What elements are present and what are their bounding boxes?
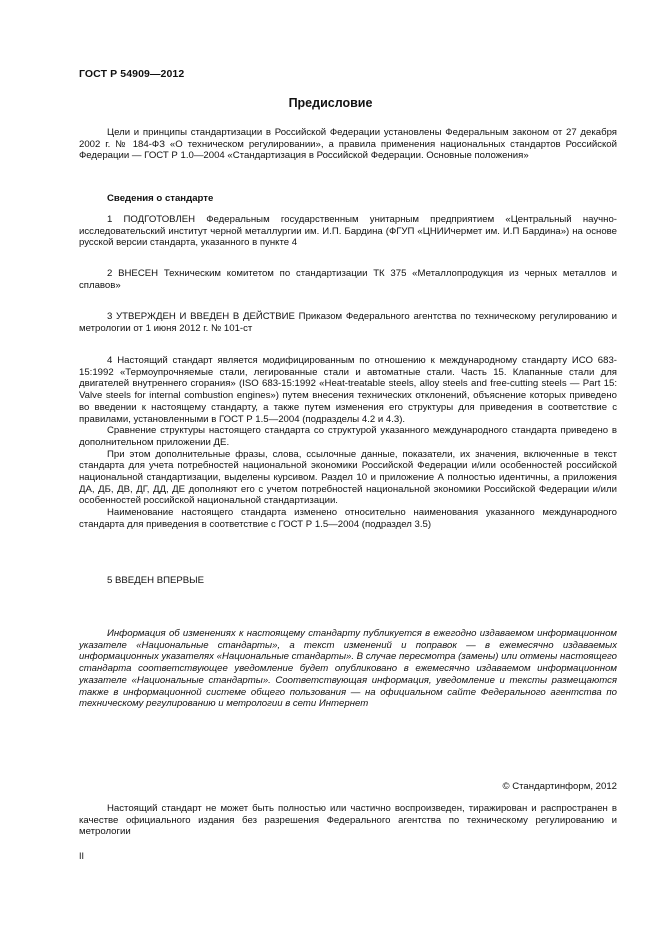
item-5-paragraph: 5 ВВЕДЕН ВПЕРВЫЕ xyxy=(107,575,205,586)
item-3-paragraph: 3 УТВЕРЖДЕН И ВВЕДЕН В ДЕЙСТВИЕ Приказом Федерального агентства по техническому регулированию и метрологии от 1 июня 2012 г. № 101-ст xyxy=(79,311,617,334)
item-1-paragraph: 1 ПОДГОТОВЛЕН Федеральным государственным унитарным предприятием «Центральный научно-исследовательский институт черной металлургии им. И.П. Бардина (ФГУП «ЦНИИчермет им. И.П Бардина») на основе русской версии стандарта, указанного в пункте 4 xyxy=(79,214,617,249)
page-number: II xyxy=(79,851,85,861)
intro-block xyxy=(79,127,617,162)
item-2-block xyxy=(79,268,617,291)
subheading-standard-info: Сведения о стандарте xyxy=(107,193,214,204)
item-4-paragraph-1: 4 Настоящий стандарт является модифицированным по отношению к международному стандарту ИСО 683-15:1992 «Термоупрочняемые стали, легированные стали и автоматные стали. Часть 15. Клапанные стали для двигателей внутреннего сгорания» (ISO 683-15:1992 «Heat-treatable steels, alloy steels and free-cutting steels — Part 15: Valve steels for internal combustion engines») путем внесения технических отклонений, объяснение которых приведено во введении к настоящему стандарту, а также путем изменения его структуры для приведения в соответствие с правилами, установленными в ГОСТ Р 1.5—2004 (подразделы 4.2 и 4.3). xyxy=(79,355,617,425)
item-3-block xyxy=(79,311,617,334)
notice-block xyxy=(79,628,617,710)
rights-block xyxy=(79,803,617,838)
intro-paragraph: Цели и принципы стандартизации в Российской Федерации установлены Федеральным законом от 27 декабря 2002 г. № 184-ФЗ «О техническом регулировании», а правила применения национальных стандартов Российской Федерации — ГОСТ Р 1.0—2004 «Стандартизация в Российской Федерации. Основные положения» xyxy=(79,127,617,162)
rights-paragraph: Настоящий стандарт не может быть полностью или частично воспроизведен, тиражирован и распространен в качестве официального издания без разрешения Федерального агентства по техническому регулированию и метрологии xyxy=(79,803,617,838)
item-4-block xyxy=(79,355,617,531)
section-title: Предисловие xyxy=(288,96,373,110)
document-id-header: ГОСТ Р 54909—2012 xyxy=(79,68,185,80)
item-4-paragraph-4: Наименование настоящего стандарта изменено относительно наименования указанного международного стандарта для приведения в соответствие с ГОСТ Р 1.5—2004 (подраздел 3.5) xyxy=(79,507,617,530)
item-1-block xyxy=(79,214,617,249)
notice-paragraph: Информация об изменениях к настоящему стандарту публикуется в ежегодно издаваемом информационном указателе «Национальные стандарты», а текст изменений и поправок — в ежемесячно издаваемых информационных указателях «Национальные стандарты». В случае пересмотра (замены) или отмены настоящего стандарта соответствующее уведомление будет опубликовано в ежемесячно издаваемом информационном указателе «Национальные стандарты». Соответствующая информация, уведомление и тексты размещаются также в информационной системе общего пользования — на официальном сайте Федерального агентства по техническому регулированию и метрологии в сети Интернет xyxy=(79,628,617,710)
item-4-paragraph-2: Сравнение структуры настоящего стандарта со структурой указанного международного стандарта приведено в дополнительном приложении ДЕ. xyxy=(79,425,617,448)
item-4-paragraph-3: При этом дополнительные фразы, слова, ссылочные данные, показатели, их значения, включенные в текст стандарта для учета потребностей национальной экономики Российской Федерации и/или особенностей российской национальной стандартизации, выделены курсивом. Раздел 10 и приложение А полностью идентичны, а приложения ДА, ДБ, ДВ, ДГ, ДД, ДЕ дополняют его с учетом потребностей национальной экономики Российской Федерации и/или особенностей российской национальной стандартизации. xyxy=(79,448,617,507)
copyright-line: © Стандартинформ, 2012 xyxy=(502,781,617,792)
item-2-paragraph: 2 ВНЕСЕН Техническим комитетом по стандартизации ТК 375 «Металлопродукция из черных металлов и сплавов» xyxy=(79,268,617,291)
item-5-block xyxy=(79,575,617,587)
